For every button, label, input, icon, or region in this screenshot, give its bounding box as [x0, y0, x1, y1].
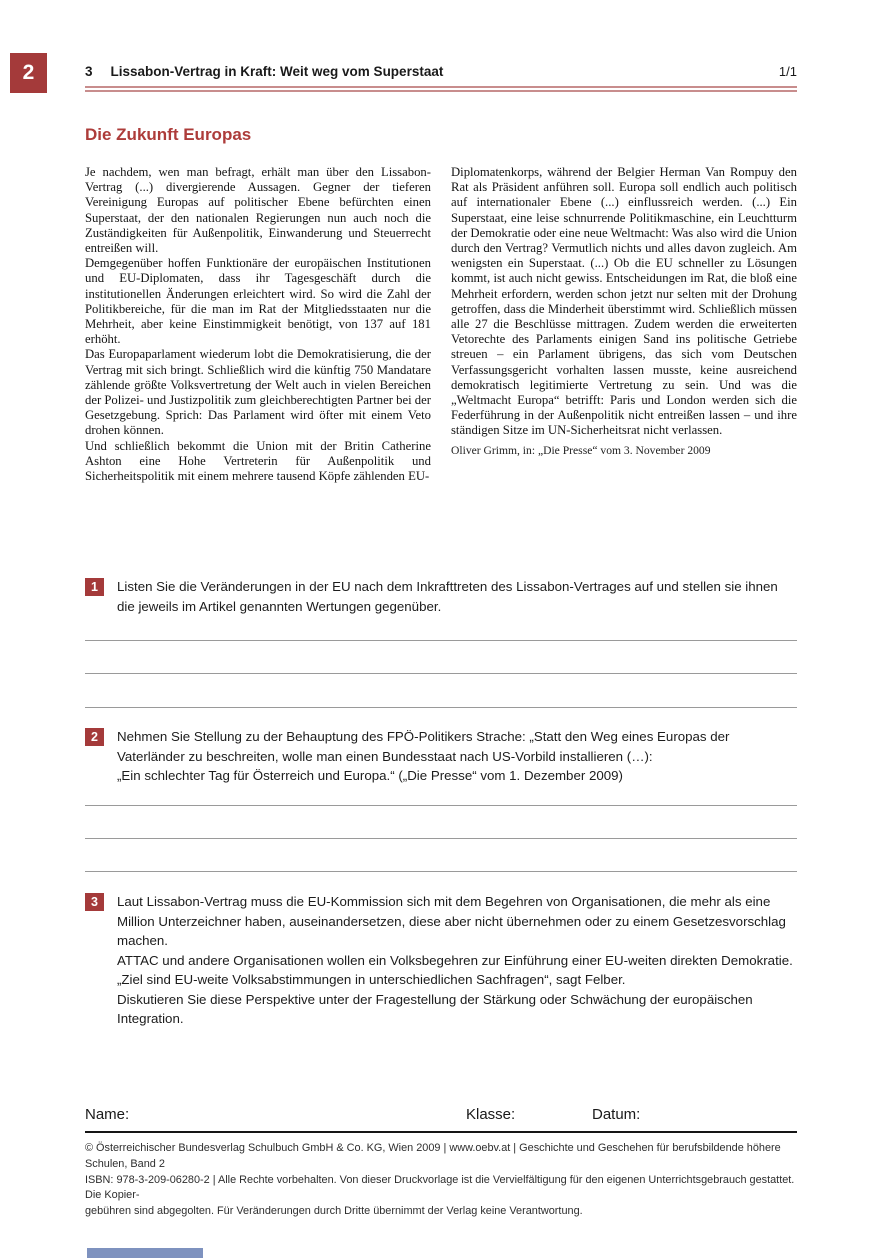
task-2 [85, 727, 797, 786]
answer-line [85, 805, 797, 806]
article-body [85, 165, 797, 484]
article-column-left [85, 165, 431, 484]
task-2-number-badge: 2 [85, 728, 104, 746]
page-header [85, 64, 797, 84]
bottom-left-bar [87, 1248, 203, 1258]
task-3-paragraph: Diskutieren Sie diese Perspektive unter der Fragestellung der Stärkung oder Schwächung der europäischen Integration. [117, 991, 753, 1026]
header-rule-top [85, 86, 797, 88]
answer-line [85, 707, 797, 708]
date-label: Datum: [592, 1106, 641, 1123]
task-1-paragraph: Listen Sie die Veränderungen in der EU nach dem Inkrafttreten des Lissabon-Vertrages auf und stellen sie ihnen die jeweils im Artikel genannten Wertungen gegenüber. [117, 579, 778, 614]
task-3-paragraph: ATTAC und andere Organisationen wollen ein Volksbegehren zur Einführung einer EU-weiten direkten Demokratie. „Ziel sind EU-weite Volksabstimmungen in unterschiedlichen Sachfragen“, sagt Felber. [117, 952, 793, 987]
page-indicator: 1/1 [778, 64, 797, 79]
task-2-text [117, 727, 797, 786]
header-double-rule [85, 86, 797, 92]
header-title: Lissabon-Vertrag in Kraft: Weit weg vom Superstaat [110, 64, 444, 79]
task-3-paragraph: Laut Lissabon-Vertrag muss die EU-Kommission sich mit dem Begehren von Organisationen, die mehr als eine Million Unterzeichner haben, auseinandersetzen, diese aber nicht übernehmen oder zu einem Gesetzesvorschlag machen. [117, 894, 786, 948]
answer-line [85, 673, 797, 674]
chapter-tab [10, 53, 47, 93]
article-paragraph: Je nachdem, wen man befragt, erhält man über den Lissabon-Vertrag (...) divergierende Aussagen. Gegner der tieferen Vereinigung Europas auf politischer Ebene befürchten einen Superstaat, der den nationalen Regierungen nun auch noch die Zuständigkeiten für Außenpolitik, Einwanderung und Steuerrecht entreißen will. [85, 165, 431, 256]
article-column-right [451, 165, 797, 484]
answer-line [85, 640, 797, 641]
task-1-number-badge: 1 [85, 578, 104, 596]
footer-line-2: ISBN: 978-3-209-06280-2 | Alle Rechte vorbehalten. Von dieser Druckvorlage ist die Vervielfältigung für den eigenen Unterrichtsgebrauch gestattet. Die Kopier- [85, 1173, 795, 1202]
answer-line [85, 871, 797, 872]
task-1 [85, 577, 797, 616]
task-1-text [117, 577, 797, 616]
header-chapter-number: 3 [85, 64, 93, 79]
article-paragraph: Demgegenüber hoffen Funktionäre der europäischen Institutionen und EU-Diplomaten, dass ihr Tagesgeschäft durch die institutionellen Änderungen erleichtert wird. So wird die Zahl der Politikbereiche, für die man im Rat der Mitgliedsstaaten nur die Mehrheit, aber keine Einstimmigkeit benötigt, von 137 auf 181 erhöht. [85, 256, 431, 347]
header-rule-bottom [85, 90, 797, 92]
article-paragraph: Und schließlich bekommt die Union mit der Britin Catherine Ashton eine Hohe Vertreterin für Außenpolitik und Sicherheitspolitik mit einem mehrere tausend Köpfe zählenden EU- [85, 438, 431, 484]
task-3-text [117, 892, 797, 1029]
source-attribution: Oliver Grimm, in: „Die Presse“ vom 3. November 2009 [451, 443, 711, 457]
name-label: Name: [85, 1106, 130, 1123]
article-paragraph: Diplomatenkorps, während der Belgier Herman Van Rompuy den Rat als Präsident anführen soll. Europa soll endlich auch politisch auf internationaler Ebene (...) einflussreich werden. (...) Ein Superstaat, eine leise schnurrende Politikmaschine, ein Leuchtturm der Demokratie oder eine neue Weltmacht: Was also wird die Union durch den Vertrag? Vermutlich nichts und alles davon zugleich. Am wenigsten ein Superstaat. (...) Ob die EU schneller zu Lösungen kommt, ist auch nicht gewiss. Entscheidungen im Rat, die bloß eine Mehrheit erfordern, werden schon jetzt nur selten mit der Drohung getroffen, dass die Minderheit überstimmt wird. Schließlich müssen alle 27 die Beschlüsse mittragen. Zudem werden die erweiterten Vetorechte des Parlaments einigen Sand ins politische Getriebe streuen – ein Parlament übrigens, das sich vom Deutschen Verfassungsgericht vorhalten lassen musste, keine ausreichend demokratisch legitimierte Vertretung zu sein. Und was die „Weltmacht Europa“ betrifft: Paris und London werden sich die Federführung in der Außenpolitik nicht entreißen lassen – und ihre ständigen Sitze im UN-Sicherheitsrat nicht verlassen. [451, 165, 797, 438]
task-3-number-badge: 3 [85, 893, 104, 911]
answer-line [85, 838, 797, 839]
footer-line-1: © Österreichischer Bundesverlag Schulbuch GmbH & Co. KG, Wien 2009 | www.oebv.at | Geschichte und Geschehen für berufsbildende höhere Schulen, Band 2 [85, 1142, 781, 1170]
class-label: Klasse: [466, 1106, 516, 1123]
article-paragraph: Das Europaparlament wiederum lobt die Demokratisierung, die der Vertrag mit sich bringt. Schließlich wird die künftig 750 Mandatare zählende größte Volksvertretung der Welt auch in vielen Bereichen der Polizei- und Justizpolitik zum gleichberechtigten Partner bei der Gesetzgebung. Sprich: Das Parlament wird öfter mit einem Veto drohen können. [85, 347, 431, 438]
task-2-paragraph: Nehmen Sie Stellung zu der Behauptung des FPÖ-Politikers Strache: „Statt den Weg eines Europas der Vaterländer zu beschreiten, wolle man einen Bundesstaat nach US-Vorbild installieren (…): [117, 729, 730, 764]
footer-imprint [85, 1141, 797, 1220]
signature-rule [85, 1131, 797, 1133]
footer-line-3: gebühren sind abgegolten. Für Veränderungen durch Dritte übernimmt der Verlag keine Verantwortung. [85, 1205, 583, 1218]
chapter-tab-number: 2 [22, 61, 35, 84]
task-3 [85, 892, 797, 1029]
task-2-paragraph: „Ein schlechter Tag für Österreich und Europa.“ („Die Presse“ vom 1. Dezember 2009) [117, 768, 623, 783]
article-title: Die Zukunft Europas [85, 125, 252, 144]
